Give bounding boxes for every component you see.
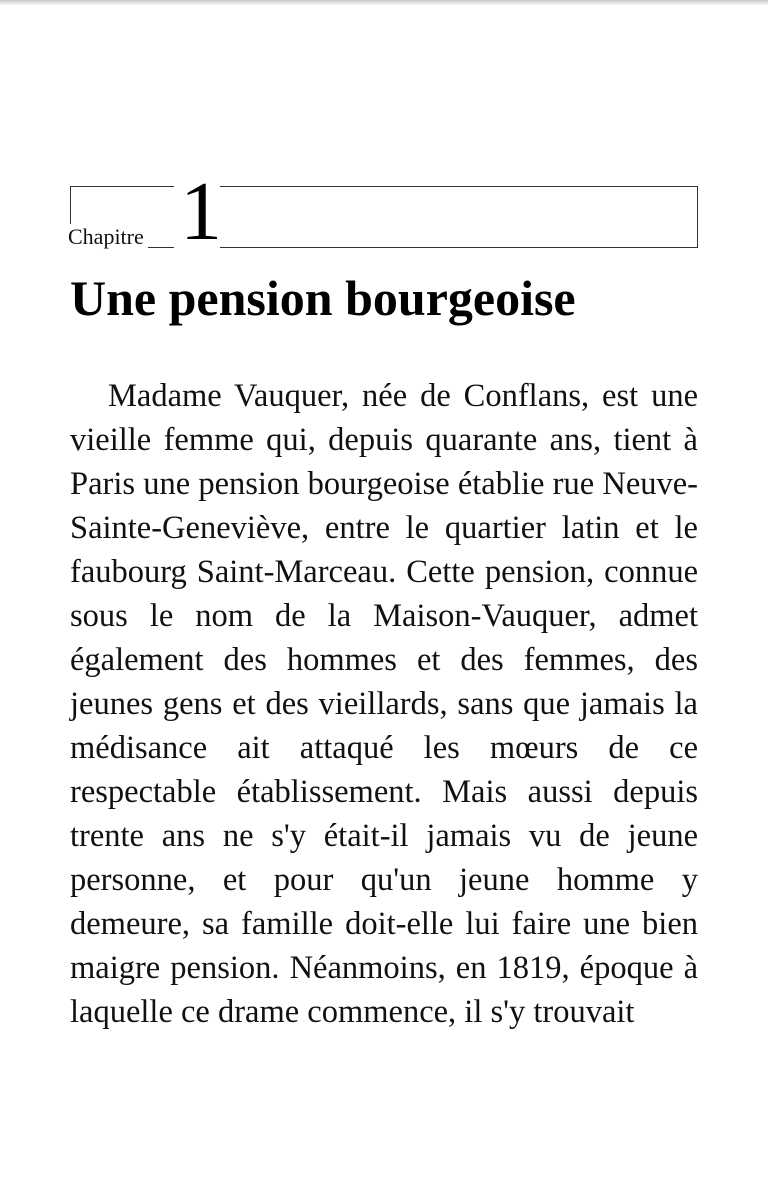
chapter-title: Une pension bourgeoise bbox=[70, 270, 576, 326]
top-edge-shadow bbox=[0, 0, 768, 6]
body-paragraph: Madame Vauquer, née de Conflans, est une vieille femme qui, depuis quarante ans, tient à Paris une pension bourgeoise établie rue Neuve-Sainte-Geneviève, entre le quartier latin et le faubourg Saint-Marceau. Cette pension, connue sous le nom de la Maison-Vauquer, admet également des hommes et des femmes, des jeunes gens et des vieillards, sans que jamais la médisance ait attaqué les mœurs de ce respectable établissement. Mais aussi depuis trente ans ne s'y était-il jamais vu de jeune personne, et pour qu'un jeune homme y demeure, sa famille doit-elle lui faire une bien maigre pension. Néanmoins, en 1819, époque à laquelle ce drame commence, il s'y trouvait bbox=[70, 378, 698, 1030]
chapter-heading bbox=[68, 165, 698, 260]
chapter-frame bbox=[70, 186, 698, 248]
chapter-number: 1 bbox=[180, 165, 222, 258]
chapter-label: Chapitre bbox=[68, 224, 148, 250]
